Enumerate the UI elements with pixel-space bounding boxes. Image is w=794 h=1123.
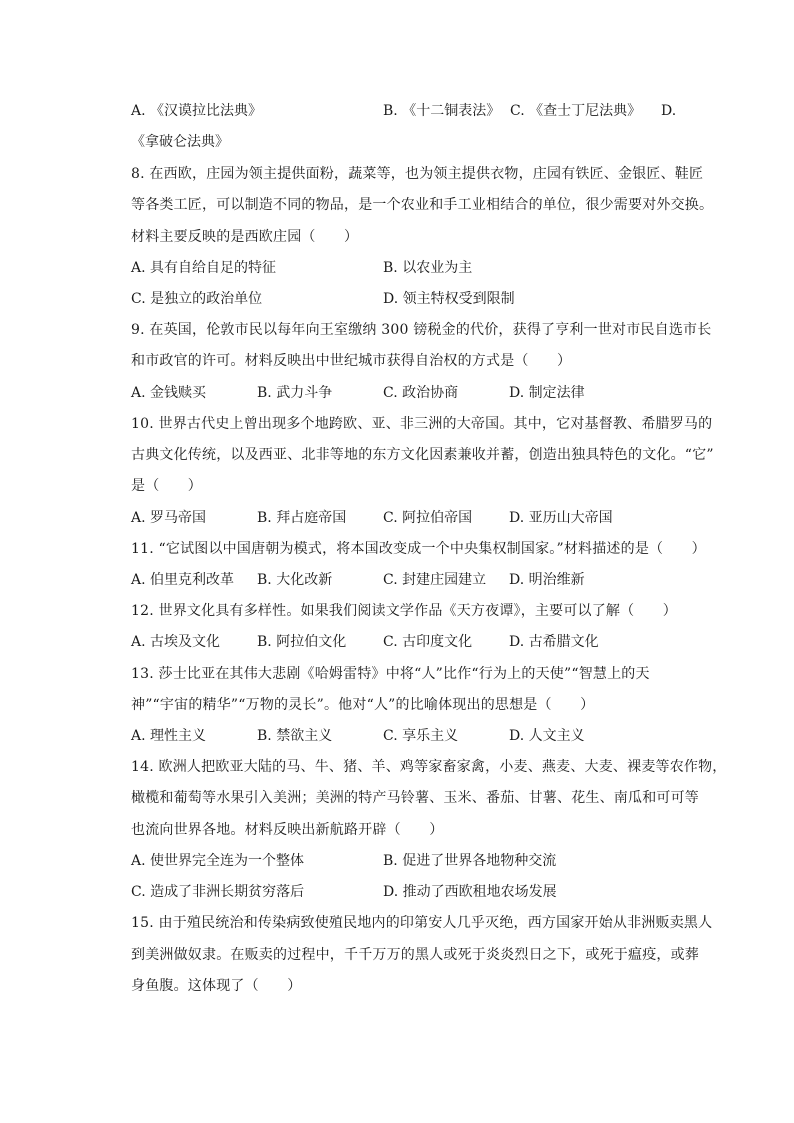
q15-stem-line-1: 15. 由于殖民统治和传染病致使殖民地内的印第安人几乎灭绝，西方国家开始从非洲贩卖黑人 [131, 915, 713, 931]
q7-option-b[interactable]: B. 《十二铜表法》 [383, 103, 501, 119]
q13-stem-line-1: 13. 莎士比亚在其伟大悲剧《哈姆雷特》中将“人”比作“行为上的天使”“智慧上的天 [131, 666, 650, 682]
q15-stem-line-2: 到美洲做奴隶。在贩卖的过程中，千千万万的黑人或死于炎炎烈日之下，或死于瘟疫，或葬 [131, 947, 699, 963]
q8-stem-line-3: 材料主要反映的是西欧庄园（ ） [131, 229, 359, 245]
q12-option-b[interactable]: B. 阿拉伯文化 [257, 634, 347, 650]
q12-option-c[interactable]: C. 古印度文化 [383, 634, 473, 650]
q11-option-d[interactable]: D. 明治维新 [509, 572, 585, 588]
q8-option-a[interactable]: A. 具有自给自足的特征 [131, 260, 277, 276]
q12-stem-line-1: 12. 世界文化具有多样性。如果我们阅读文学作品《天方夜谭》，主要可以了解（ ） [131, 603, 677, 619]
q14-stem-line-3: 也流向世界各地。材料反映出新航路开辟（ ） [131, 822, 444, 838]
q10-stem-line-1: 10. 世界古代史上曾出现多个地跨欧、亚、非三洲的大帝国。其中，它对基督教、希腊罗马的 [131, 416, 713, 432]
q10-stem-line-3: 是（ ） [131, 478, 202, 494]
q8-stem-line-1: 8. 在西欧，庄园为领主提供面粉，蔬菜等，也为领主提供衣物，庄园有铁匠、金银匠、鞋匠 [131, 166, 704, 182]
q14-stem-line-1: 14. 欧洲人把欧亚大陆的马、牛、猪、羊、鸡等家畜家禽，小麦、燕麦、大麦、裸麦等农作物， [131, 759, 727, 775]
q11-option-b[interactable]: B. 大化改新 [257, 572, 333, 588]
q7-option-d[interactable]: D. [661, 103, 677, 119]
q10-stem-line-2: 古典文化传统，以及西亚、北非等地的东方文化因素兼收并蓄，创造出独具特色的文化。“它” [131, 447, 714, 463]
q7-option-c[interactable]: C. 《查士丁尼法典》 [510, 103, 642, 119]
q9-stem-line-2: 和市政官的许可。材料反映出中世纪城市获得自治权的方式是（ ） [131, 353, 572, 369]
q13-option-d[interactable]: D. 人文主义 [509, 728, 585, 744]
q13-option-c[interactable]: C. 享乐主义 [383, 728, 459, 744]
q12-option-d[interactable]: D. 古希腊文化 [509, 634, 599, 650]
q8-option-d[interactable]: D. 领主特权受到限制 [383, 291, 515, 307]
q14-option-d[interactable]: D. 推动了西欧租地农场发展 [383, 884, 557, 900]
q13-option-a[interactable]: A. 理性主义 [131, 728, 207, 744]
q10-option-c[interactable]: C. 阿拉伯帝国 [383, 510, 473, 526]
q9-option-d[interactable]: D. 制定法律 [509, 385, 585, 401]
q8-option-c[interactable]: C. 是独立的政治单位 [131, 291, 263, 307]
q14-stem-line-2: 橄榄和葡萄等水果引入美洲；美洲的特产马铃薯、玉米、番茄、甘薯、花生、南瓜和可可等 [131, 790, 699, 806]
q7-option-d-text[interactable]: 《拿破仑法典》 [131, 134, 229, 150]
q10-option-b[interactable]: B. 拜占庭帝国 [257, 510, 347, 526]
q11-option-c[interactable]: C. 封建庄园建立 [383, 572, 487, 588]
q10-option-d[interactable]: D. 亚历山大帝国 [509, 510, 613, 526]
q9-stem-line-1: 9. 在英国，伦敦市民以每年向王室缴纳 300 镑税金的代价，获得了亨利一世对市民自选市长 [131, 322, 712, 338]
q14-option-c[interactable]: C. 造成了非洲长期贫穷落后 [131, 884, 305, 900]
q9-option-b[interactable]: B. 武力斗争 [257, 385, 333, 401]
q15-stem-line-3: 身鱼腹。这体现了（ ） [131, 978, 302, 994]
q8-option-b[interactable]: B. 以农业为主 [383, 260, 473, 276]
q14-option-b[interactable]: B. 促进了世界各地物种交流 [383, 853, 557, 869]
q7-option-a[interactable]: A. 《汉谟拉比法典》 [131, 103, 263, 119]
q13-option-b[interactable]: B. 禁欲主义 [257, 728, 333, 744]
q13-stem-line-2: 神”“宇宙的精华”“万物的灵长”。他对“人”的比喻体现出的思想是（ ） [131, 697, 595, 713]
q9-option-a[interactable]: A. 金钱赎买 [131, 385, 207, 401]
q12-option-a[interactable]: A. 古埃及文化 [131, 634, 221, 650]
q11-stem-line-1: 11. “它试图以中国唐朝为模式，将本国改变成一个中央集权制国家。”材料描述的是（ ） [131, 541, 706, 557]
q8-stem-line-2: 等各类工匠，可以制造不同的物品，是一个农业和手工业相结合的单位，很少需要对外交换。 [131, 197, 714, 213]
q11-option-a[interactable]: A. 伯里克利改革 [131, 572, 235, 588]
q9-option-c[interactable]: C. 政治协商 [383, 385, 459, 401]
q14-option-a[interactable]: A. 使世界完全连为一个整体 [131, 853, 305, 869]
q10-option-a[interactable]: A. 罗马帝国 [131, 510, 207, 526]
